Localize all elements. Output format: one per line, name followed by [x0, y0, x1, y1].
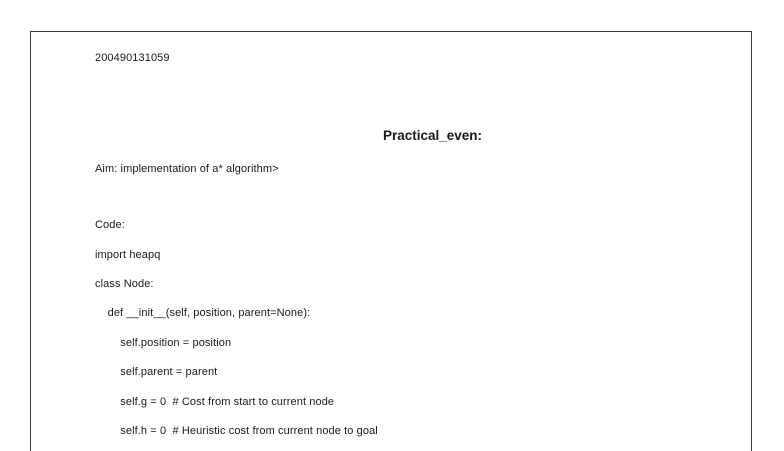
document-page	[30, 31, 752, 451]
code-line: class Node:	[95, 278, 154, 290]
code-line: import heapq	[95, 249, 161, 261]
code-line: def __init__(self, position, parent=None):	[95, 307, 311, 319]
student-id: 200490131059	[95, 52, 170, 64]
aim-text: Aim: implementation of a* algorithm>	[95, 163, 279, 175]
code-line: self.position = position	[95, 337, 232, 349]
code-line: self.g = 0 # Cost from start to current node	[95, 396, 335, 408]
code-heading: Code:	[95, 219, 125, 231]
code-line: self.h = 0 # Heuristic cost from current node to goal	[95, 425, 378, 437]
code-line: self.parent = parent	[95, 366, 218, 378]
document-title: Practical_even:	[382, 128, 483, 143]
